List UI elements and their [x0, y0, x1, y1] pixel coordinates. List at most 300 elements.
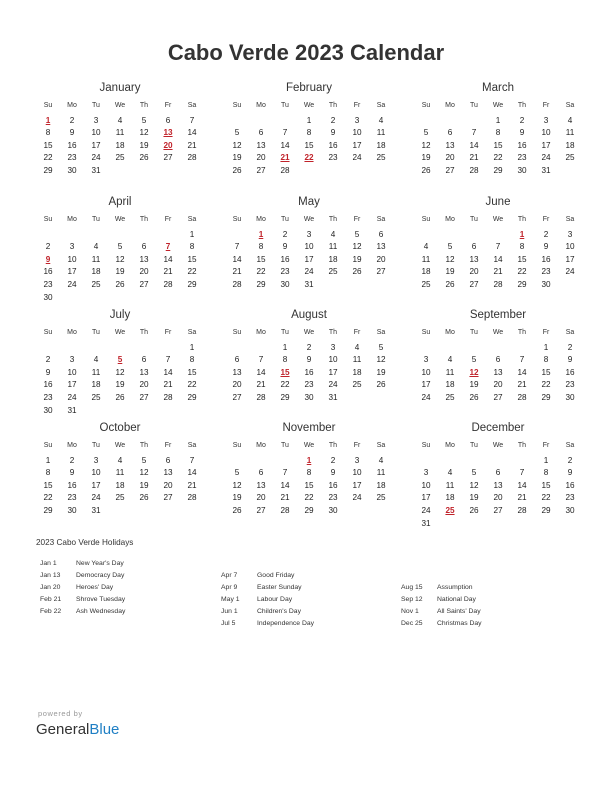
holiday-column [40, 558, 220, 618]
weekday-header: Sa [376, 329, 386, 336]
day-number: 28 [517, 505, 527, 515]
weekday-header: Th [517, 102, 527, 109]
day-number: 27 [139, 279, 149, 289]
holiday-date-label: Apr 9 [221, 584, 238, 591]
day-number: 2 [45, 355, 51, 365]
day-number: 29 [541, 505, 551, 515]
day-number: 6 [471, 242, 477, 252]
day-number: 1 [282, 342, 288, 352]
month-name: July [109, 309, 131, 321]
weekday-header: Tu [92, 442, 100, 449]
day-number: 1 [189, 342, 195, 352]
day-number: 7 [495, 242, 501, 252]
day-number: 13 [493, 480, 503, 490]
holiday-date: 5 [117, 355, 123, 365]
day-blank [249, 342, 273, 355]
weekday-header: We [114, 442, 126, 449]
weekday-header: Mo [256, 329, 266, 336]
weekday-header: Tu [281, 102, 289, 109]
day-number: 11 [376, 128, 386, 138]
day-number: 5 [141, 115, 147, 125]
day-number: 22 [43, 153, 53, 163]
weekday-header: Tu [281, 216, 289, 223]
weekday-header: Mo [67, 329, 77, 336]
month-grid [225, 102, 393, 178]
day-number: 15 [256, 254, 266, 264]
day-number: 22 [256, 267, 266, 277]
holiday-date-label: Jun 1 [221, 608, 238, 615]
day-number: 6 [141, 355, 147, 365]
day-number: 21 [280, 493, 290, 503]
day-number: 18 [445, 493, 455, 503]
day-blank [249, 455, 273, 468]
day-number: 11 [352, 355, 362, 365]
day-number: 6 [165, 115, 171, 125]
holiday-row [401, 582, 581, 594]
day-number: 10 [421, 367, 431, 377]
day-number: 31 [304, 279, 314, 289]
day-number: 17 [352, 480, 362, 490]
day-number: 15 [541, 367, 551, 377]
holiday-date: 21 [280, 153, 290, 163]
day-number: 26 [115, 279, 125, 289]
day-number: 29 [280, 392, 290, 402]
day-number: 21 [517, 493, 527, 503]
day-number: 19 [139, 140, 149, 150]
holiday-row [221, 570, 401, 582]
day-number: 9 [567, 468, 573, 478]
day-number: 6 [495, 468, 501, 478]
month-october [36, 422, 204, 518]
holiday-name: Democracy Day [76, 572, 125, 579]
day-number: 1 [543, 455, 549, 465]
day-number: 17 [91, 140, 101, 150]
weekday-header: Mo [67, 442, 77, 449]
weekday-header: Su [421, 102, 431, 109]
weekday-header: Sa [376, 102, 386, 109]
day-number: 7 [258, 355, 264, 365]
day-number: 4 [117, 455, 123, 465]
day-number: 14 [469, 140, 479, 150]
day-number: 11 [565, 128, 575, 138]
holiday-date: 9 [45, 254, 51, 264]
day-blank [438, 455, 462, 468]
holiday-row [401, 594, 581, 606]
day-blank [108, 229, 132, 242]
month-april [36, 196, 204, 304]
day-number: 19 [139, 480, 149, 490]
day-number: 14 [187, 468, 197, 478]
day-number: 27 [445, 165, 455, 175]
holiday-name: Easter Sunday [257, 584, 302, 591]
weekday-header: Su [421, 329, 431, 336]
weekday-header: Th [139, 216, 149, 223]
day-number: 28 [493, 279, 503, 289]
day-number: 27 [376, 267, 386, 277]
day-number: 7 [189, 115, 195, 125]
day-number: 28 [280, 505, 290, 515]
day-number: 14 [232, 254, 242, 264]
weekday-header: We [114, 102, 126, 109]
holiday-date: 22 [304, 153, 314, 163]
day-number: 21 [187, 480, 197, 490]
day-number: 14 [256, 367, 266, 377]
day-number: 12 [232, 140, 242, 150]
day-number: 8 [189, 242, 195, 252]
day-number: 8 [519, 242, 525, 252]
day-blank [486, 455, 510, 468]
day-number: 11 [421, 254, 431, 264]
holiday-row [40, 594, 220, 606]
day-number: 30 [67, 165, 77, 175]
day-number: 3 [69, 355, 75, 365]
day-number: 25 [328, 267, 338, 277]
holiday-name: Good Friday [257, 572, 295, 579]
day-number: 29 [493, 165, 503, 175]
weekday-header: Su [43, 102, 53, 109]
weekday-header: Th [517, 329, 527, 336]
day-number: 13 [256, 140, 266, 150]
day-number: 17 [67, 267, 77, 277]
day-number: 8 [189, 355, 195, 365]
day-number: 22 [304, 493, 314, 503]
weekday-header: Mo [445, 102, 455, 109]
day-number: 1 [495, 115, 501, 125]
day-number: 21 [163, 380, 173, 390]
day-number: 29 [517, 279, 527, 289]
day-blank [486, 229, 510, 242]
month-may [225, 196, 393, 292]
day-number: 19 [445, 267, 455, 277]
day-number: 20 [376, 254, 386, 264]
day-number: 4 [567, 115, 573, 125]
weekday-header: Mo [445, 442, 455, 449]
day-number: 14 [517, 367, 527, 377]
day-number: 1 [306, 115, 312, 125]
day-number: 22 [541, 493, 551, 503]
day-blank [132, 229, 156, 242]
day-number: 31 [328, 392, 338, 402]
day-number: 7 [282, 468, 288, 478]
logo-blue: Blue [89, 721, 120, 738]
day-number: 11 [445, 480, 455, 490]
day-number: 18 [421, 267, 431, 277]
day-number: 11 [328, 242, 338, 252]
holiday-row [401, 618, 581, 630]
holiday-column [221, 570, 401, 630]
day-number: 28 [469, 165, 479, 175]
day-number: 30 [43, 405, 53, 415]
day-number: 2 [69, 115, 75, 125]
month-name: December [471, 422, 525, 434]
day-number: 16 [43, 380, 53, 390]
day-number: 29 [43, 165, 53, 175]
day-number: 6 [165, 455, 171, 465]
day-number: 10 [352, 468, 362, 478]
holiday-row [221, 582, 401, 594]
day-number: 9 [45, 367, 51, 377]
day-blank [225, 455, 249, 468]
day-number: 16 [328, 480, 338, 490]
calendar-title: Cabo Verde 2023 Calendar [167, 40, 445, 65]
month-november [225, 422, 393, 518]
day-number: 4 [93, 242, 99, 252]
day-number: 18 [376, 140, 386, 150]
month-grid [36, 216, 204, 304]
day-number: 28 [163, 279, 173, 289]
weekday-header: Th [517, 442, 527, 449]
day-number: 30 [565, 392, 575, 402]
weekday-header: We [492, 329, 504, 336]
day-number: 13 [139, 254, 149, 264]
day-number: 16 [67, 140, 77, 150]
day-number: 16 [67, 480, 77, 490]
day-number: 22 [187, 380, 197, 390]
day-number: 18 [565, 140, 575, 150]
weekday-header: Tu [470, 329, 478, 336]
weekday-header: Th [328, 102, 338, 109]
day-number: 17 [541, 140, 551, 150]
day-number: 26 [376, 380, 386, 390]
weekday-header: Mo [67, 102, 77, 109]
day-number: 17 [328, 367, 338, 377]
day-number: 27 [256, 505, 266, 515]
weekday-header: Su [232, 216, 242, 223]
day-number: 7 [519, 468, 525, 478]
day-number: 2 [69, 455, 75, 465]
day-number: 24 [352, 153, 362, 163]
month-grid [36, 102, 204, 178]
day-number: 8 [495, 128, 501, 138]
day-number: 2 [543, 229, 549, 239]
day-number: 24 [352, 493, 362, 503]
day-number: 5 [234, 468, 240, 478]
weekday-header: Sa [376, 442, 386, 449]
day-number: 13 [139, 367, 149, 377]
day-blank [84, 342, 108, 355]
holiday-name: Ash Wednesday [76, 608, 126, 615]
day-number: 22 [493, 153, 503, 163]
day-number: 24 [421, 505, 431, 515]
day-number: 19 [115, 267, 125, 277]
weekday-header: Fr [164, 216, 172, 223]
month-grid [414, 442, 582, 530]
day-number: 8 [282, 355, 288, 365]
day-number: 4 [447, 468, 453, 478]
day-number: 30 [328, 505, 338, 515]
weekday-header: Fr [542, 329, 550, 336]
day-number: 28 [187, 153, 197, 163]
day-number: 22 [43, 493, 53, 503]
day-number: 9 [330, 468, 336, 478]
weekday-header: Tu [281, 442, 289, 449]
weekday-header: Sa [187, 329, 197, 336]
day-number: 18 [328, 254, 338, 264]
day-number: 12 [376, 355, 386, 365]
day-number: 10 [352, 128, 362, 138]
day-number: 6 [447, 128, 453, 138]
day-number: 21 [469, 153, 479, 163]
day-number: 7 [519, 355, 525, 365]
day-number: 29 [541, 392, 551, 402]
day-number: 20 [445, 153, 455, 163]
day-number: 4 [117, 115, 123, 125]
day-number: 23 [328, 493, 338, 503]
day-blank [462, 229, 486, 242]
day-blank [156, 342, 180, 355]
day-number: 3 [543, 115, 549, 125]
day-number: 12 [139, 468, 149, 478]
day-blank [36, 342, 60, 355]
day-number: 3 [306, 229, 312, 239]
day-number: 27 [163, 153, 173, 163]
day-blank [414, 229, 438, 242]
day-blank [414, 455, 438, 468]
day-number: 14 [163, 367, 173, 377]
day-number: 17 [91, 480, 101, 490]
day-number: 4 [423, 242, 429, 252]
day-number: 19 [115, 380, 125, 390]
day-number: 15 [304, 480, 314, 490]
day-blank [132, 342, 156, 355]
day-number: 19 [421, 153, 431, 163]
holiday-name: Labour Day [257, 596, 293, 603]
day-number: 30 [517, 165, 527, 175]
weekday-header: Mo [445, 216, 455, 223]
day-number: 28 [280, 165, 290, 175]
day-blank [36, 229, 60, 242]
weekday-header: Su [43, 329, 53, 336]
day-number: 9 [69, 468, 75, 478]
holiday-date-label: Jan 1 [40, 560, 57, 567]
month-name: October [99, 422, 141, 434]
holiday-date: 20 [163, 140, 173, 150]
month-january [36, 82, 204, 178]
holiday-column [401, 582, 581, 630]
day-number: 16 [43, 267, 53, 277]
day-number: 21 [187, 140, 197, 150]
day-number: 3 [69, 242, 75, 252]
day-blank [414, 342, 438, 355]
day-number: 26 [469, 505, 479, 515]
day-number: 30 [565, 505, 575, 515]
generalblue-logo[interactable] [36, 721, 119, 738]
month-february [225, 82, 393, 178]
day-blank [249, 115, 273, 128]
day-number: 7 [282, 128, 288, 138]
day-number: 3 [423, 355, 429, 365]
day-number: 26 [352, 267, 362, 277]
day-number: 20 [493, 493, 503, 503]
day-blank [60, 229, 84, 242]
holiday-row [221, 594, 401, 606]
day-number: 14 [187, 128, 197, 138]
day-number: 7 [234, 242, 240, 252]
month-name: June [485, 196, 511, 208]
weekday-header: Fr [353, 329, 361, 336]
day-number: 27 [232, 392, 242, 402]
holiday-date: 1 [306, 455, 312, 465]
day-number: 16 [565, 480, 575, 490]
weekday-header: Th [139, 329, 149, 336]
day-number: 13 [493, 367, 503, 377]
day-number: 11 [376, 468, 386, 478]
day-number: 16 [328, 140, 338, 150]
day-number: 23 [517, 153, 527, 163]
weekday-header: Fr [353, 216, 361, 223]
day-number: 29 [187, 392, 197, 402]
weekday-header: Th [328, 216, 338, 223]
day-number: 27 [493, 392, 503, 402]
day-number: 25 [91, 392, 101, 402]
day-number: 5 [378, 342, 384, 352]
day-number: 26 [421, 165, 431, 175]
day-number: 24 [304, 267, 314, 277]
day-number: 15 [517, 254, 527, 264]
day-number: 26 [139, 493, 149, 503]
holiday-date-label: Dec 25 [401, 620, 423, 627]
day-number: 27 [163, 493, 173, 503]
day-number: 22 [517, 267, 527, 277]
day-number: 19 [469, 493, 479, 503]
day-number: 10 [304, 242, 314, 252]
weekday-header: We [303, 102, 315, 109]
month-june [414, 196, 582, 292]
holiday-date: 1 [45, 115, 51, 125]
weekday-header: Tu [92, 216, 100, 223]
holiday-name: All Saints' Day [437, 608, 481, 615]
day-number: 29 [256, 279, 266, 289]
day-blank [462, 115, 486, 128]
day-number: 13 [445, 140, 455, 150]
weekday-header: Fr [164, 329, 172, 336]
day-number: 15 [187, 254, 197, 264]
day-number: 20 [139, 267, 149, 277]
day-number: 30 [43, 292, 53, 302]
day-number: 25 [376, 493, 386, 503]
day-number: 26 [139, 153, 149, 163]
day-blank [438, 229, 462, 242]
day-number: 30 [280, 279, 290, 289]
day-number: 27 [493, 505, 503, 515]
month-name: January [99, 82, 141, 94]
holiday-name: Heroes' Day [76, 584, 114, 591]
day-number: 12 [445, 254, 455, 264]
day-number: 2 [330, 115, 336, 125]
day-number: 2 [567, 455, 573, 465]
day-number: 27 [256, 165, 266, 175]
weekday-header: Su [43, 216, 53, 223]
holiday-name: Christmas Day [437, 620, 482, 627]
day-number: 5 [447, 242, 453, 252]
weekday-header: We [303, 329, 315, 336]
day-number: 9 [567, 355, 573, 365]
day-number: 3 [567, 229, 573, 239]
weekday-header: Tu [470, 216, 478, 223]
weekday-header: Su [232, 442, 242, 449]
day-number: 29 [304, 505, 314, 515]
day-number: 27 [139, 392, 149, 402]
day-number: 19 [232, 493, 242, 503]
day-number: 15 [43, 480, 53, 490]
day-number: 8 [45, 468, 51, 478]
day-number: 24 [91, 493, 101, 503]
holiday-date: 1 [258, 229, 264, 239]
day-number: 13 [376, 242, 386, 252]
day-number: 25 [421, 279, 431, 289]
day-number: 31 [421, 518, 431, 528]
day-number: 16 [541, 254, 551, 264]
